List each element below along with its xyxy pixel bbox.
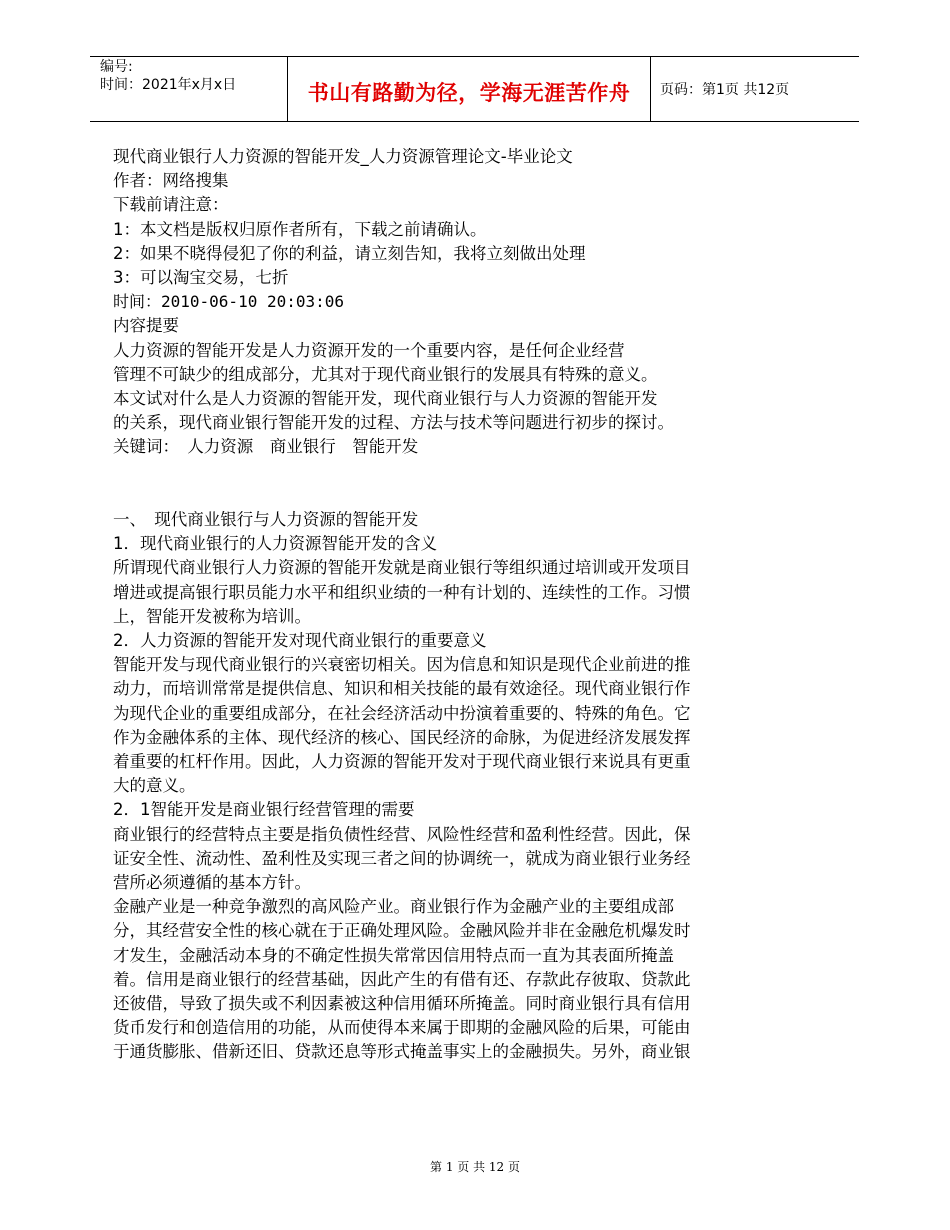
document-body <box>113 145 773 1065</box>
paragraph-line: 增进或提高银行职员能力水平和组织业绩的一种有计划的、连续性的工作。习惯 <box>113 582 691 602</box>
paragraph-line: 大的意义。 <box>113 776 196 796</box>
header-page-label: 页码：第1页 共12页 <box>660 82 790 98</box>
paragraph-line: 所谓现代商业银行人力资源的智能开发就是商业银行等组织通过培训或开发项目 <box>113 558 691 578</box>
paragraph-line: 还彼借，导致了损失或不利因素被这种信用循环所掩盖。同时商业银行具有信用 <box>113 994 691 1014</box>
subsection-heading: 1．现代商业银行的人力资源智能开发的含义 <box>113 534 437 554</box>
document-timestamp: 时间：2010-06-10 20:03:06 <box>113 292 345 312</box>
paragraph-line: 才发生，金融活动本身的不确定性损失常常因信用特点而一直为其表面所掩盖 <box>113 945 674 965</box>
paragraph-line: 证安全性、流动性、盈利性及实现三者之间的协调统一，就成为商业银行业务经 <box>113 848 691 868</box>
header-bottom-rule <box>90 121 859 122</box>
paragraph-line: 于通货膨胀、借新还旧、贷款还息等形式掩盖事实上的金融损失。另外，商业银 <box>113 1042 691 1062</box>
header-motto-cell <box>287 57 651 121</box>
paragraph-line: 作为金融体系的主体、现代经济的核心、国民经济的命脉，为促进经济发展发挥 <box>113 727 691 747</box>
paragraph-line: 货币发行和创造信用的功能，从而使得本来属于即期的金融风险的后果，可能由 <box>113 1018 691 1038</box>
paragraph-line: 分，其经营安全性的核心就在于正确处理风险。金融风险并非在金融危机爆发时 <box>113 921 691 941</box>
spacer <box>113 484 773 508</box>
header-motto: 书山有路勤为径，学海无涯苦作舟 <box>307 81 631 105</box>
paragraph-line: 着。信用是商业银行的经营基础，因此产生的有借有还、存款此存彼取、贷款此 <box>113 969 691 989</box>
page-footer: 第 1 页 共 12 页 <box>430 1160 520 1174</box>
section-heading: 一、 现代商业银行与人力资源的智能开发 <box>113 510 419 530</box>
header-left-block <box>100 58 236 94</box>
abstract-label: 内容提要 <box>113 316 179 336</box>
spacer <box>113 460 773 484</box>
paragraph-line: 为现代企业的重要组成部分，在社会经济活动中扮演着重要的、特殊的角色。它 <box>113 703 691 723</box>
paragraph-line: 动力，而培训常常是提供信息、知识和相关技能的最有效途径。现代商业银行作 <box>113 679 691 699</box>
paragraph-line: 智能开发与现代商业银行的兴衰密切相关。因为信息和知识是现代企业前进的推 <box>113 655 691 675</box>
notice-item: 2：如果不晓得侵犯了你的利益，请立刻告知，我将立刻做出处理 <box>113 243 586 263</box>
notice-title: 下载前请注意： <box>113 195 229 215</box>
paragraph-line: 营所必须遵循的基本方针。 <box>113 873 311 893</box>
document-title: 现代商业银行人力资源的智能开发_人力资源管理论文-毕业论文 <box>113 147 573 166</box>
subsection-heading: 2．人力资源的智能开发对现代商业银行的重要意义 <box>113 631 487 651</box>
subsection-heading: 2．1智能开发是商业银行经营管理的需要 <box>113 800 415 820</box>
abstract-line: 的关系，现代商业银行智能开发的过程、方法与技术等问题进行初步的探讨。 <box>113 413 674 433</box>
document-number-label: 编号: <box>100 59 133 75</box>
document-author: 作者：网络搜集 <box>113 171 229 191</box>
notice-item: 1：本文档是版权归原作者所有，下载之前请确认。 <box>113 219 487 239</box>
paragraph-line: 着重要的杠杆作用。因此，人力资源的智能开发对于现代商业银行来说具有更重 <box>113 752 691 772</box>
paragraph-line: 商业银行的经营特点主要是指负债性经营、风险性经营和盈利性经营。因此，保 <box>113 824 691 844</box>
paragraph-line: 金融产业是一种竞争激烈的高风险产业。商业银行作为金融产业的主要组成部 <box>113 897 674 917</box>
keywords: 关键词： 人力资源 商业银行 智能开发 <box>113 437 419 457</box>
abstract-line: 管理不可缺少的组成部分，尤其对于现代商业银行的发展具有特殊的意义。 <box>113 364 658 384</box>
abstract-line: 人力资源的智能开发是人力资源开发的一个重要内容，是任何企业经营 <box>113 340 625 360</box>
paragraph-line: 上，智能开发被称为培训。 <box>113 606 311 626</box>
document-time-label: 时间：2021年x月x日 <box>100 77 237 93</box>
notice-item: 3：可以淘宝交易，七折 <box>113 268 289 288</box>
abstract-line: 本文试对什么是人力资源的智能开发，现代商业银行与人力资源的智能开发 <box>113 389 658 409</box>
